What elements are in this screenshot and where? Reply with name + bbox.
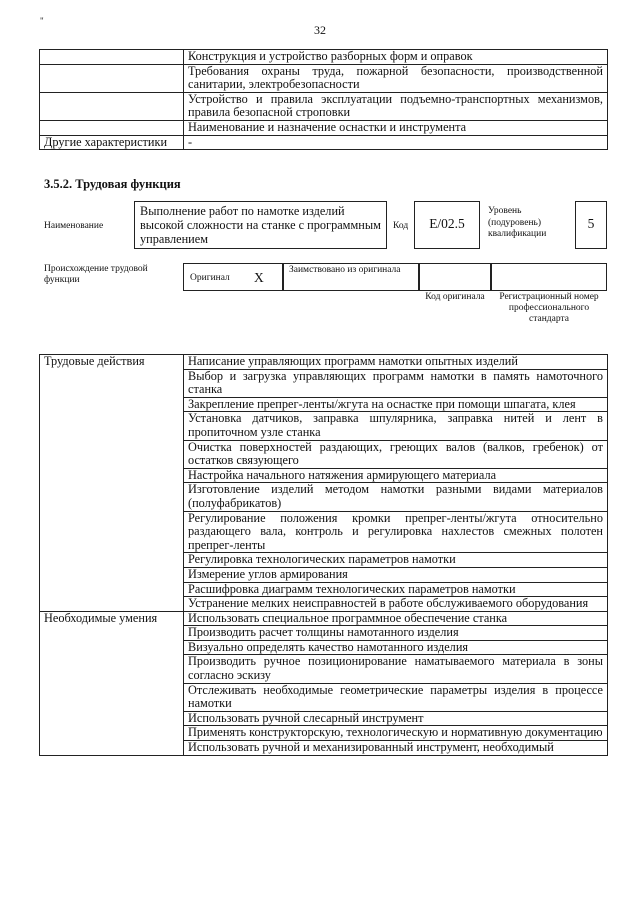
table-row <box>40 135 608 150</box>
action-item: Регулировка технологических параметров намотки <box>184 553 608 568</box>
skill-item: Использовать ручной слесарный инструмент <box>184 711 608 726</box>
characteristics-table <box>39 49 608 150</box>
function-code: E/02.5 <box>414 201 480 249</box>
row-text: Наименование и назначение оснастки и инструмента <box>184 120 608 135</box>
function-name: Выполнение работ по намотке изделий высокой сложности на станке с программным управлением <box>134 201 387 249</box>
table-row <box>40 120 608 135</box>
row-label <box>40 120 184 135</box>
page-number: 32 <box>314 23 326 37</box>
table-row <box>40 355 608 370</box>
skill-item: Производить ручное позиционирование наматываемого материала в зоны согласно эскизу <box>184 655 608 683</box>
row-text: Устройство и правила эксплуатации подъемно-транспортных механизмов, правила безопасной строповки <box>184 92 608 120</box>
table-row <box>40 92 608 120</box>
action-item: Регулирование положения кромки препрег-ленты/жгута относительно раздающего вала, контроль и регулировка нахлестов смежных полотен препрег-ленты <box>184 511 608 553</box>
action-item: Расшифровка диаграмм технологических параметров намотки <box>184 582 608 597</box>
skill-item: Использовать ручной и механизированный инструмент, необходимый <box>184 741 608 756</box>
table-row <box>40 611 608 626</box>
action-item: Очистка поверхностей раздающих, греющих валов (валков, гребенок) от остатков связующего <box>184 440 608 468</box>
action-item: Изготовление изделий методом намотки разными видами материалов (полуфабрикатов) <box>184 483 608 511</box>
skill-item: Визуально определять качество намотанного изделия <box>184 640 608 655</box>
skill-item: Использовать специальное программное обеспечение станка <box>184 611 608 626</box>
origin-reg-cell <box>491 263 607 291</box>
original-label: Оригинал <box>190 273 230 283</box>
original-mark: X <box>254 270 264 285</box>
row-label <box>40 50 184 65</box>
action-item: Написание управляющих программ намотки опытных изделий <box>184 355 608 370</box>
row-text: Требования охраны труда, пожарной безопасности, производственной санитарии, электробезопасности <box>184 64 608 92</box>
skill-item: Производить расчет толщины намотанного изделия <box>184 626 608 641</box>
page-mark: " <box>40 16 44 26</box>
code-label: Код <box>393 221 409 231</box>
origin-label: Происхождение трудовой функции <box>44 264 148 285</box>
reg-caption: Регистрационный номер профессионального стандарта <box>499 292 599 324</box>
function-details-table <box>39 354 608 756</box>
actions-label: Трудовые действия <box>40 355 184 612</box>
skills-label: Необходимые умения <box>40 611 184 755</box>
action-item: Устранение мелких неисправностей в работе обслуживаемого оборудования <box>184 597 608 612</box>
action-item: Настройка начального натяжения армирующего материала <box>184 468 608 483</box>
skill-item: Отслеживать необходимые геометрические параметры изделия в процессе намотки <box>184 683 608 711</box>
section-title: 3.5.2. Трудовая функция <box>44 177 181 191</box>
row-text: - <box>184 135 608 150</box>
row-label <box>40 92 184 120</box>
row-label <box>40 64 184 92</box>
name-label: Наименование <box>44 221 104 231</box>
qualification-level: 5 <box>575 201 607 249</box>
table-row <box>40 50 608 65</box>
action-item: Установка датчиков, заправка шпулярника, заправка нитей и лент в пропиточном узле станка <box>184 412 608 440</box>
code-caption: Код оригинала <box>425 292 485 302</box>
table-row <box>40 64 608 92</box>
action-item: Измерение углов армирования <box>184 567 608 582</box>
origin-code-cell <box>419 263 491 291</box>
skill-item: Применять конструкторскую, технологическую и нормативную документацию <box>184 726 608 741</box>
action-item: Закрепление препрег-ленты/жгута на оснастке при помощи шпагата, клея <box>184 397 608 412</box>
borrowed-label: Заимствовано из оригинала <box>289 265 401 275</box>
level-label: Уровень (подуровень) квалификации <box>488 206 547 239</box>
row-text: Конструкция и устройство разборных форм и оправок <box>184 50 608 65</box>
action-item: Выбор и загрузка управляющих программ намотки в память намоточного станка <box>184 369 608 397</box>
row-label: Другие характеристики <box>40 135 184 150</box>
